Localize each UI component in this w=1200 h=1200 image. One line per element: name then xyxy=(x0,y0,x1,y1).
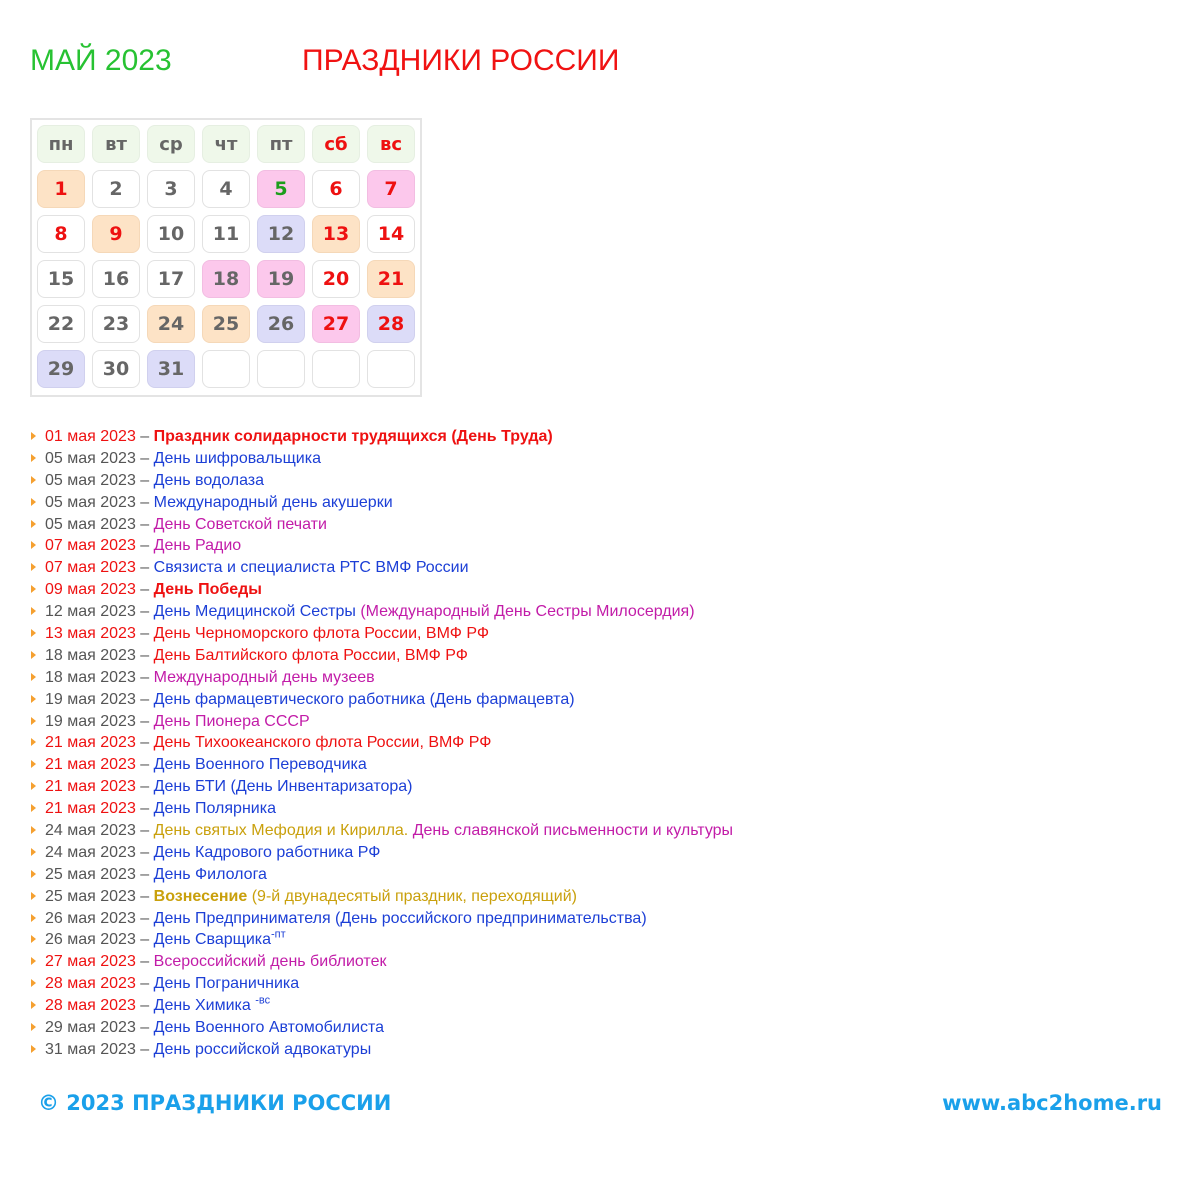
holiday-date: 12 мая 2023 xyxy=(45,603,136,621)
holiday-item: 28 мая 2023 – День Пограничника xyxy=(30,973,733,995)
bullet-arrow-icon xyxy=(31,804,36,812)
holiday-date: 18 мая 2023 xyxy=(45,668,136,686)
empty-cell xyxy=(257,350,305,388)
holiday-name[interactable]: День Пионера СССР xyxy=(153,712,310,730)
holiday-item: 25 мая 2023 – Вознесение (9-й двунадесятый праздник, переходящий) xyxy=(30,886,733,908)
holiday-name[interactable]: День Филолога xyxy=(153,865,267,883)
holiday-item: 31 мая 2023 – День российской адвокатуры xyxy=(30,1039,733,1061)
bullet-arrow-icon xyxy=(31,1023,36,1031)
holiday-date: 05 мая 2023 xyxy=(45,449,136,467)
weekday-thu: чт xyxy=(202,125,250,163)
bullet-arrow-icon xyxy=(31,454,36,462)
holiday-item: 26 мая 2023 – День Сварщика$^{-пт}$ xyxy=(30,929,733,951)
holiday-date: 21 мая 2023 xyxy=(45,756,136,774)
holiday-date: 18 мая 2023 xyxy=(45,646,136,664)
holiday-item: 05 мая 2023 – День шифровальщика xyxy=(30,448,733,470)
holiday-name[interactable]: Международный день акушерки xyxy=(153,493,393,511)
holiday-item: 27 мая 2023 – Всероссийский день библиотек xyxy=(30,951,733,973)
holiday-date: 05 мая 2023 xyxy=(45,471,136,489)
bullet-arrow-icon xyxy=(31,585,36,593)
bullet-arrow-icon xyxy=(31,738,36,746)
day-cell[interactable]: 4 xyxy=(202,170,250,208)
holiday-date: 09 мая 2023 xyxy=(45,581,136,599)
day-cell[interactable]: 25 xyxy=(202,305,250,343)
bullet-arrow-icon xyxy=(31,782,36,790)
bullet-arrow-icon xyxy=(31,870,36,878)
holiday-name[interactable]: День святых Мефодия и Кирилла. xyxy=(153,822,413,840)
bullet-arrow-icon xyxy=(31,892,36,900)
holiday-name[interactable]: (Международный День Сестры Милосердия) xyxy=(360,603,695,621)
day-cell[interactable]: 21 xyxy=(367,260,415,298)
holiday-name[interactable]: Праздник xyxy=(153,428,230,445)
holiday-name[interactable]: День Предпринимателя (День российского предпринимательства) xyxy=(153,909,647,927)
holiday-item: 05 мая 2023 – День Советской печати xyxy=(30,514,733,536)
bullet-arrow-icon xyxy=(31,607,36,615)
holiday-item: 18 мая 2023 – Международный день музеев xyxy=(30,667,733,689)
holiday-date: 26 мая 2023 xyxy=(45,909,136,927)
website-link[interactable]: www.abc2home.ru xyxy=(942,1091,1162,1115)
day-cell[interactable]: 19 xyxy=(257,260,305,298)
holiday-date: 05 мая 2023 xyxy=(45,493,136,511)
holiday-name[interactable]: День БТИ (День Инвентаризатора) xyxy=(153,778,413,796)
holiday-name[interactable]: День Радио xyxy=(153,537,242,555)
holiday-item: 01 мая 2023 – Праздник солидарности трудящихся (День Труда) xyxy=(30,426,733,448)
day-cell[interactable]: 23 xyxy=(92,305,140,343)
holiday-name[interactable]: -вс xyxy=(255,994,271,1007)
holiday-list xyxy=(30,426,733,1061)
weekday-mon: пн xyxy=(37,125,85,163)
holiday-name[interactable]: День шифровальщика xyxy=(153,449,321,467)
holiday-name[interactable]: -пт xyxy=(271,929,286,942)
bullet-arrow-icon xyxy=(31,673,36,681)
holiday-date: 19 мая 2023 xyxy=(45,712,136,730)
holiday-name[interactable]: День водолаза xyxy=(153,471,265,489)
day-cell[interactable]: 10 xyxy=(147,215,195,253)
holiday-date: 31 мая 2023 xyxy=(45,1040,136,1058)
holiday-name[interactable]: День российской адвокатуры xyxy=(153,1040,372,1058)
holiday-item: 19 мая 2023 – День Пионера СССР xyxy=(30,711,733,733)
holiday-date: 05 мая 2023 xyxy=(45,515,136,533)
holiday-name[interactable]: День Советской печати xyxy=(153,515,327,533)
bullet-arrow-icon xyxy=(31,935,36,943)
day-cell[interactable]: 20 xyxy=(312,260,360,298)
holiday-date: 19 мая 2023 xyxy=(45,690,136,708)
bullet-arrow-icon xyxy=(31,476,36,484)
holiday-item: 21 мая 2023 – День Тихоокеанского флота России, ВМФ РФ xyxy=(30,732,733,754)
holiday-name[interactable]: (9-й двунадесятый праздник, переходящий) xyxy=(247,887,577,905)
holiday-date: 21 мая 2023 xyxy=(45,778,136,796)
holiday-item: 05 мая 2023 – День водолаза xyxy=(30,470,733,492)
bullet-arrow-icon xyxy=(31,717,36,725)
holiday-name[interactable]: День фармацевтического работника (День фармацевта) xyxy=(153,690,575,708)
day-cell[interactable]: 2 xyxy=(92,170,140,208)
day-cell[interactable]: 15 xyxy=(37,260,85,298)
holiday-item: 28 мая 2023 – День Химика $^{-вс}$ xyxy=(30,995,733,1017)
weekday-sat: сб xyxy=(312,125,360,163)
holiday-item: 05 мая 2023 – Международный день акушерки xyxy=(30,492,733,514)
holiday-name[interactable]: День Полярника xyxy=(153,800,276,818)
holiday-date: 25 мая 2023 xyxy=(45,887,136,905)
holiday-date: 28 мая 2023 xyxy=(45,975,136,993)
day-cell[interactable]: 26 xyxy=(257,305,305,343)
holiday-item: 24 мая 2023 – День святых Мефодия и Кирилла. День славянской письменности и культуры xyxy=(30,820,733,842)
empty-cell xyxy=(202,350,250,388)
day-cell[interactable]: 29 xyxy=(37,350,85,388)
holiday-name[interactable]: День Медицинской Сестры xyxy=(153,603,361,621)
holiday-name[interactable]: День Кадрового работника РФ xyxy=(153,843,381,861)
holiday-name[interactable]: Связиста и специалиста РТС ВМФ России xyxy=(153,559,469,577)
day-cell[interactable]: 12 xyxy=(257,215,305,253)
holiday-item: 25 мая 2023 – День Филолога xyxy=(30,864,733,886)
holiday-name[interactable]: День Военного Переводчика xyxy=(153,756,367,774)
holiday-item: 13 мая 2023 – День Черноморского флота России, ВМФ РФ xyxy=(30,623,733,645)
holiday-date: 07 мая 2023 xyxy=(45,537,136,555)
day-cell[interactable]: 11 xyxy=(202,215,250,253)
empty-cell xyxy=(312,350,360,388)
holiday-item: 21 мая 2023 – День Военного Переводчика xyxy=(30,754,733,776)
bullet-arrow-icon xyxy=(31,629,36,637)
holiday-name[interactable]: Международный день музеев xyxy=(153,668,375,686)
weekday-wed: ср xyxy=(147,125,195,163)
weekday-fri: пт xyxy=(257,125,305,163)
month-title: МАЙ 2023 xyxy=(30,44,172,77)
holiday-date: 24 мая 2023 xyxy=(45,822,136,840)
holiday-item: 07 мая 2023 – Связиста и специалиста РТС ВМФ России xyxy=(30,557,733,579)
holiday-date: 25 мая 2023 xyxy=(45,865,136,883)
holiday-item: 09 мая 2023 – День Победы xyxy=(30,579,733,601)
holiday-name[interactable]: Вознесение xyxy=(153,887,248,905)
bullet-arrow-icon xyxy=(31,498,36,506)
holiday-date: 01 мая 2023 xyxy=(45,428,136,445)
holiday-name[interactable]: День Военного Автомобилиста xyxy=(153,1019,385,1037)
holiday-item: 29 мая 2023 – День Военного Автомобилиста xyxy=(30,1017,733,1039)
holiday-name[interactable]: День славянской письменности и культуры xyxy=(412,822,734,840)
holiday-item: 12 мая 2023 – День Медицинской Сестры (Международный День Сестры Милосердия) xyxy=(30,601,733,623)
holiday-name[interactable]: День Черноморского флота России, ВМФ РФ xyxy=(153,625,489,643)
holiday-name[interactable]: День Химика xyxy=(153,997,256,1015)
weekday-sun: вс xyxy=(367,125,415,163)
bullet-arrow-icon xyxy=(31,563,36,571)
bullet-arrow-icon xyxy=(31,1001,36,1009)
day-cell[interactable]: 3 xyxy=(147,170,195,208)
day-cell[interactable]: 5 xyxy=(257,170,305,208)
calendar-grid xyxy=(30,118,422,397)
holiday-date: 27 мая 2023 xyxy=(45,953,136,971)
day-cell[interactable]: 27 xyxy=(312,305,360,343)
bullet-arrow-icon xyxy=(31,432,36,440)
holiday-date: 13 мая 2023 xyxy=(45,625,136,643)
bullet-arrow-icon xyxy=(31,651,36,659)
holiday-date: 24 мая 2023 xyxy=(45,843,136,861)
holiday-item: 19 мая 2023 – День фармацевтического работника (День фармацевта) xyxy=(30,689,733,711)
day-cell[interactable]: 22 xyxy=(37,305,85,343)
holiday-date: 07 мая 2023 xyxy=(45,559,136,577)
page-title: ПРАЗДНИКИ РОССИИ xyxy=(302,44,620,77)
bullet-arrow-icon xyxy=(31,848,36,856)
bullet-arrow-icon xyxy=(31,541,36,549)
holiday-item: 21 мая 2023 – День Полярника xyxy=(30,798,733,820)
holiday-item: 18 мая 2023 – День Балтийского флота России, ВМФ РФ xyxy=(30,645,733,667)
day-cell[interactable]: 16 xyxy=(92,260,140,298)
holiday-date: 21 мая 2023 xyxy=(45,800,136,818)
holiday-date: 29 мая 2023 xyxy=(45,1019,136,1037)
holiday-name[interactable]: День Тихоокеанского флота России, ВМФ РФ xyxy=(153,734,492,752)
day-cell[interactable]: 14 xyxy=(367,215,415,253)
holiday-name[interactable]: День Сварщика xyxy=(153,931,272,949)
day-cell[interactable]: 9 xyxy=(92,215,140,253)
day-cell[interactable]: 7 xyxy=(367,170,415,208)
weekday-tue: вт xyxy=(92,125,140,163)
day-cell[interactable]: 31 xyxy=(147,350,195,388)
day-cell[interactable]: 24 xyxy=(147,305,195,343)
holiday-name[interactable]: Всероссийский день библиотек xyxy=(153,953,387,971)
holiday-item: 26 мая 2023 – День Предпринимателя (День российского предпринимательства) xyxy=(30,908,733,930)
holiday-name[interactable]: солидарности трудящихся (День Труда) xyxy=(229,428,553,445)
bullet-arrow-icon xyxy=(31,695,36,703)
holiday-date: 21 мая 2023 xyxy=(45,734,136,752)
empty-cell xyxy=(367,350,415,388)
holiday-date: 28 мая 2023 xyxy=(45,997,136,1015)
day-cell[interactable]: 6 xyxy=(312,170,360,208)
holiday-item: 24 мая 2023 – День Кадрового работника РФ xyxy=(30,842,733,864)
holiday-item: 07 мая 2023 – День Радио xyxy=(30,535,733,557)
holiday-item: 21 мая 2023 – День БТИ (День Инвентаризатора) xyxy=(30,776,733,798)
day-cell[interactable]: 13 xyxy=(312,215,360,253)
day-cell[interactable]: 18 xyxy=(202,260,250,298)
bullet-arrow-icon xyxy=(31,979,36,987)
bullet-arrow-icon xyxy=(31,957,36,965)
day-cell[interactable]: 28 xyxy=(367,305,415,343)
holiday-date: 26 мая 2023 xyxy=(45,931,136,949)
bullet-arrow-icon xyxy=(31,520,36,528)
bullet-arrow-icon xyxy=(31,826,36,834)
bullet-arrow-icon xyxy=(31,914,36,922)
day-cell[interactable]: 1 xyxy=(37,170,85,208)
bullet-arrow-icon xyxy=(31,760,36,768)
copyright-text: © 2023 ПРАЗДНИКИ РОССИИ xyxy=(38,1091,392,1115)
day-cell[interactable]: 8 xyxy=(37,215,85,253)
bullet-arrow-icon xyxy=(31,1045,36,1053)
day-cell[interactable]: 30 xyxy=(92,350,140,388)
day-cell[interactable]: 17 xyxy=(147,260,195,298)
holiday-name[interactable]: День Пограничника xyxy=(153,975,300,993)
holiday-name[interactable]: День Балтийского флота России, ВМФ РФ xyxy=(153,646,468,664)
holiday-name[interactable]: День Победы xyxy=(153,581,262,599)
